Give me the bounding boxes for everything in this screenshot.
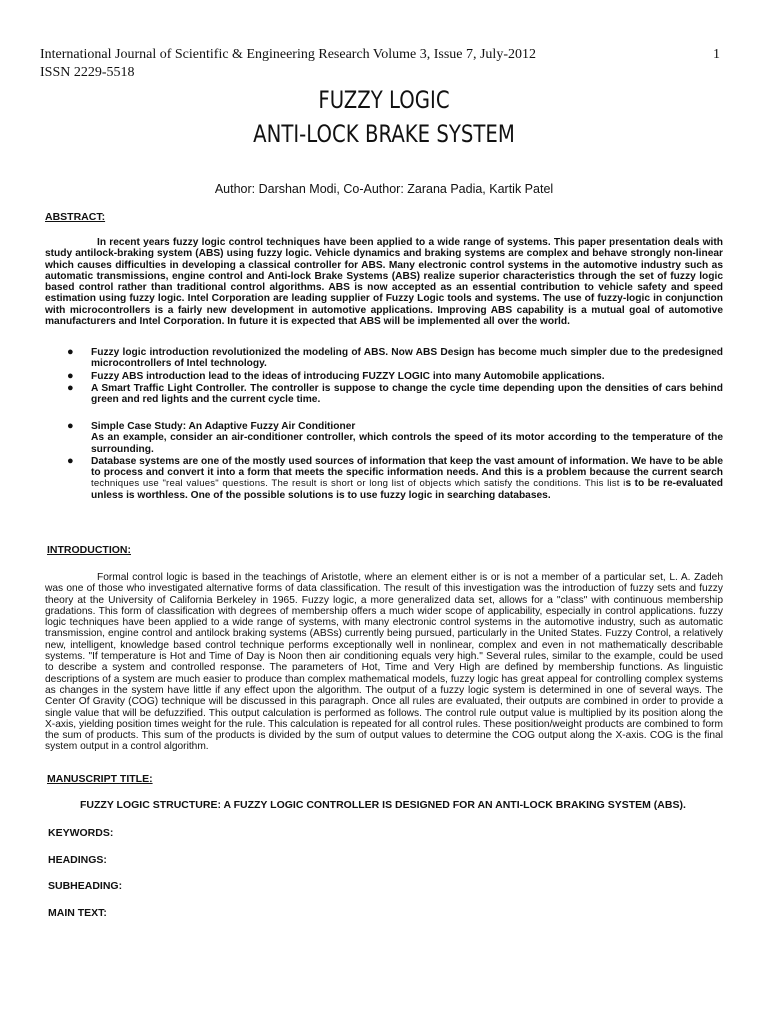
subheading-label: SUBHEADING:	[48, 880, 123, 892]
running-header	[40, 46, 730, 82]
database-text-end: s to be re-evaluated unless is worthless. One of the possible solutions is to use fuzzy logic in searching databases.	[91, 478, 723, 501]
abstract-text: In recent years fuzzy logic control techniques have been applied to a wide range of systems. This paper presentation deals with study antilock-braking system (ABS) using fuzzy logic. Vehicle dynamics and braking systems are complex and behave strongly non-linear which causes difficulties in developing a classical controller for ABS. Many electronic control systems in the automotive industry such as automatic transmissions, engine control and Anti-lock Brake Systems (ABS) realize superior characteristics through the set of fuzzy logic based control rather than traditional control algorithms. ABS is now accepted as an essential contribution to vehicle safety and speed estimation using fuzzy logic. Intel Corporation are leading supplier of Fuzzy Logic tools and systems. The use of fuzzy-logic in conjunction with microcontrollers is a fairly new development in automotive applications. Improving ABS capability is a mutual goal of automotive manufacturers and Intel Corporation. In future it is expected that ABS will be implemented all over the world.	[45, 237, 723, 328]
list-item	[45, 383, 723, 406]
manuscript-title-heading: MANUSCRIPT TITLE:	[47, 773, 153, 785]
main-text-label: MAIN TEXT:	[48, 907, 107, 919]
page-number: 1	[713, 47, 720, 62]
bullet-icon: ●	[67, 454, 74, 467]
bullet-icon: ●	[67, 346, 74, 358]
bullet-text: A Smart Traffic Light Controller. The controller is suppose to change the cycle time depending upon the densities of cars behind green and red lights and the current cycle time.	[91, 382, 723, 406]
issn: ISSN 2229-5518	[40, 65, 135, 80]
introduction-text: Formal control logic is based in the teachings of Aristotle, where an element either is or is not a member of a particular set, L. A. Zadeh was one of those who investigated alternative forms of data classification. The result of this investigation was the introduction of fuzzy sets and fuzzy theory at the University of California Berkeley in 1965. Fuzzy logic, a more generalized data set, allows for a "class" with continuous membership gradations. This form of classification with degrees of membership offers a much wider scope of applicability, especially in control applications. fuzzy logic techniques have been applied to a wide range of systems, with many electronic control systems in the automotive industry, such as automatic transmission, engine control and antilock braking systems (ABSs) currently being pursued, particularly in the United States. Fuzzy Control, a relatively new, intelligent, knowledge based control technique performs exceptionally well in nonlinear, complex and even in not mathematically describable systems. "If temperature is Hot and Time of Day is Noon then air conditioning equals very high." Several rules, similar to the example, could be used to describe a system and controlled response. The parameters of Hot, Time and Very High are defined by membership functions. As linguistic descriptions of a system are much easier to produce than complex mathematical models, fuzzy logic has great appeal for controlling complex systems as changes in the system have little if any effect upon the algorithm. The output of a fuzzy logic system is determined in one of several ways. The Center Of Gravity (COG) technique will be discussed in this paragraph. Once all rules are evaluated, their outputs are combined in order to provide a single value that will be defuzzified. This output calculation is performed as follows. The control rule output value is multiplied by its position along the X-axis, yielding position times weight for the rule. This calculation is repeated for all control rules. These position/weight products are combined to form the sum of products. This sum of the products is divided by the sum of output values to determine the COG output along the X-axis. COG is the final system output in a control algorithm.	[45, 572, 723, 753]
paper-title-line-2: ANTI-LOCK BRAKE SYSTEM	[253, 120, 515, 148]
bullet-text: Fuzzy ABS introduction lead to the ideas of introducing FUZZY LOGIC into many Automobile applications.	[91, 370, 605, 382]
keywords-label: KEYWORDS:	[48, 827, 114, 839]
headings-label: HEADINGS:	[48, 854, 107, 866]
bullet-icon: ●	[67, 420, 74, 432]
bullet-icon: ●	[67, 369, 74, 382]
case-study-text: As an example, consider an air-conditioner controller, which controls the speed of its motor according to the temperature of the surrounding.	[91, 432, 723, 455]
case-study-title: Simple Case Study: An Adaptive Fuzzy Air Conditioner	[91, 421, 356, 432]
journal-citation: International Journal of Scientific & Engineering Research Volume 3, Issue 7, July-2012	[40, 47, 536, 62]
author-line: Author: Darshan Modi, Co-Author: Zarana Padia, Kartik Patel	[214, 182, 554, 196]
abstract-body	[45, 237, 723, 327]
introduction-heading: INTRODUCTION:	[47, 544, 131, 556]
manuscript-title: FUZZY LOGIC STRUCTURE: A FUZZY LOGIC CONTROLLER IS DESIGNED FOR AN ANTI-LOCK BRAKING SYSTEM (ABS).	[80, 799, 686, 811]
database-text-small: techniques use "real values" questions. The result is short or long list of objects which satisfy the conditions. This list i	[91, 478, 626, 490]
introduction-body	[45, 572, 723, 753]
bullet-list-2	[45, 421, 723, 502]
database-text: Database systems are one of the mostly used sources of information that keep the vast amount of information. We have to be able to process and convert it into a form that meets the specific information needs. And this is a problem because the current search	[91, 455, 723, 479]
list-item	[45, 371, 723, 382]
bullet-list-1	[45, 347, 723, 406]
list-item	[45, 347, 723, 370]
bullet-text: Fuzzy logic introduction revolutionized the modeling of ABS. Now ABS Design has become much simpler due to the predesigned microcontrollers of Intel technology.	[91, 347, 723, 370]
paper-title-line-1: FUZZY LOGIC	[318, 86, 450, 114]
list-item	[45, 421, 723, 455]
abstract-heading: ABSTRACT:	[45, 211, 106, 223]
bullet-icon: ●	[67, 381, 74, 394]
list-item	[45, 456, 723, 501]
